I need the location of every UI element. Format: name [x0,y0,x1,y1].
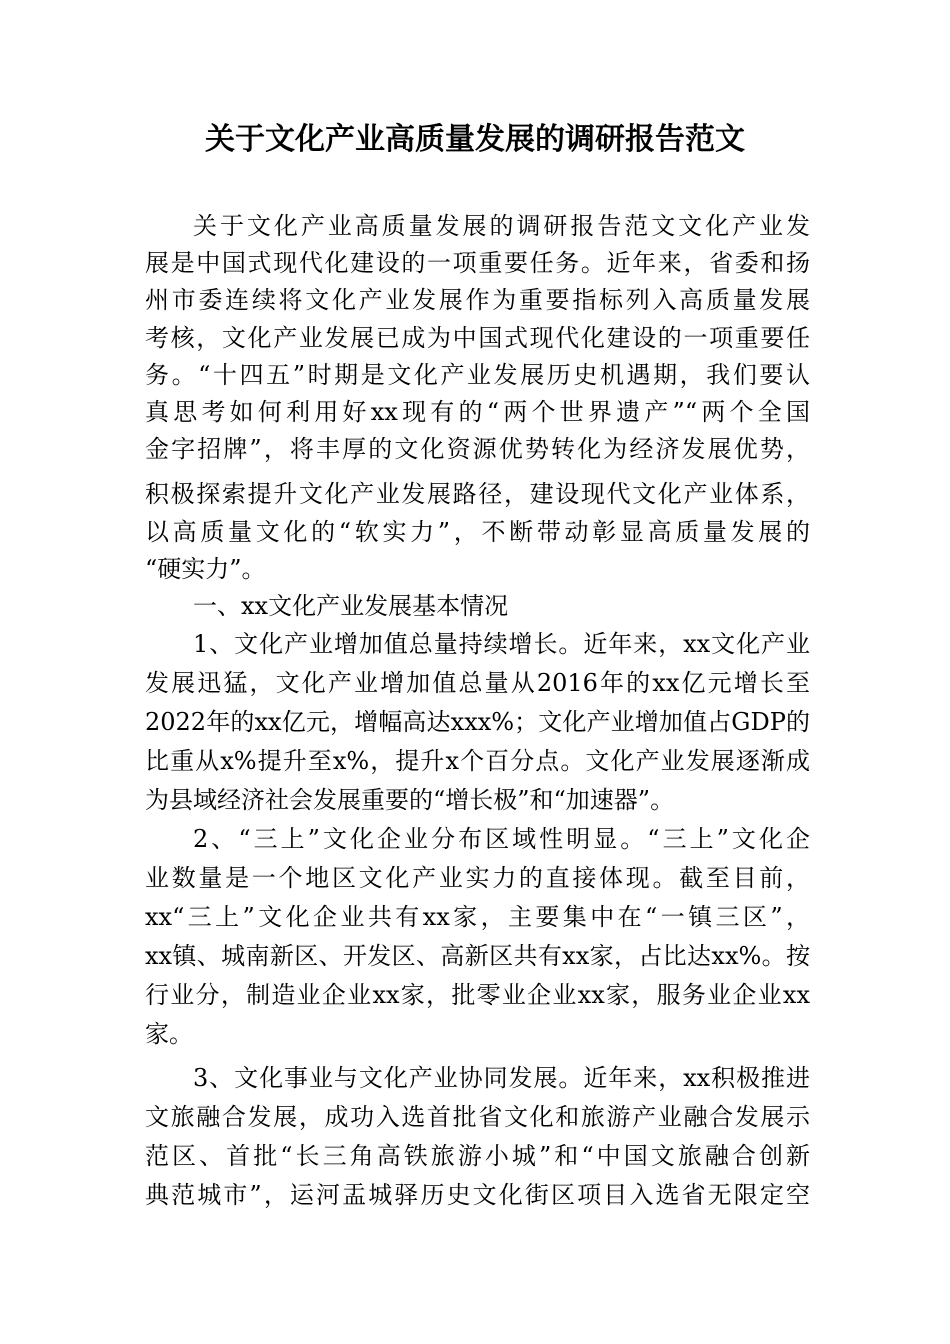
body-line-22: 家。 [145,1020,193,1048]
body-line-24: 文旅融合发展，成功入选首批省文化和旅游产业融合发展示 [145,1103,810,1131]
document-title: 关于文化产业高质量发展的调研报告范文 [205,122,745,157]
body-line-15: 比重从x%提升至x%，提升x个百分点。文化产业发展逐渐成 [145,747,810,775]
body-line-1: 关于文化产业高质量发展的调研报告范文文化产业发 [193,212,810,240]
body-line-21: 行业分，制造业企业xx家，批零业企业xx家，服务业企业xx [145,981,810,1009]
body-line-23: 3、文化事业与文化产业协同发展。近年来，xx积极推进 [193,1064,810,1092]
body-line-16: 为县域经济社会发展重要的“增长极”和“加速器”。 [145,786,675,814]
body-line-25: 范区、首批“长三角高铁旅游小城”和“中国文旅融合创新 [145,1142,810,1170]
section-heading: 一、xx文化产业发展基本情况 [193,592,509,620]
body-line-19: xx“三上”文化企业共有xx家，主要集中在“一镇三区”， [145,903,810,931]
body-line-17: 2、“三上”文化企业分布区域性明显。“三上”文化企 [193,825,810,853]
body-line-10: “硬实力”。 [145,555,266,583]
body-line-8: 积极探索提升文化产业发展路径，建设现代文化产业体系， [145,480,810,508]
body-line-13: 发展迅猛，文化产业增加值总量从2016年的xx亿元增长至 [145,669,810,697]
body-line-18: 业数量是一个地区文化产业实力的直接体现。截至目前， [145,864,810,892]
body-line-6: 真思考如何利用好xx现有的“两个世界遗产”“两个全国 [145,398,810,426]
body-line-9: 以高质量文化的“软实力”，不断带动彰显高质量发展的 [145,518,810,546]
body-line-2: 展是中国式现代化建设的一项重要任务。近年来，省委和扬 [145,249,810,277]
body-line-3: 州市委连续将文化产业发展作为重要指标列入高质量发展 [145,286,810,314]
body-line-5: 务。“十四五”时期是文化产业发展历史机遇期，我们要认 [145,361,810,389]
body-line-4: 考核，文化产业发展已成为中国式现代化建设的一项重要任 [145,324,810,352]
body-line-20: xx镇、城南新区、开发区、高新区共有xx家，占比达xx%。按 [145,942,810,970]
body-line-12: 1、文化产业增加值总量持续增长。近年来，xx文化产业 [193,630,810,658]
body-line-14: 2022年的xx亿元，增幅高达xxx%；文化产业增加值占GDP的 [145,708,810,736]
body-line-7: 金字招牌”，将丰厚的文化资源优势转化为经济发展优势， [145,435,810,463]
body-line-26: 典范城市”，运河盂城驿历史文化街区项目入选省无限定空 [145,1181,810,1209]
